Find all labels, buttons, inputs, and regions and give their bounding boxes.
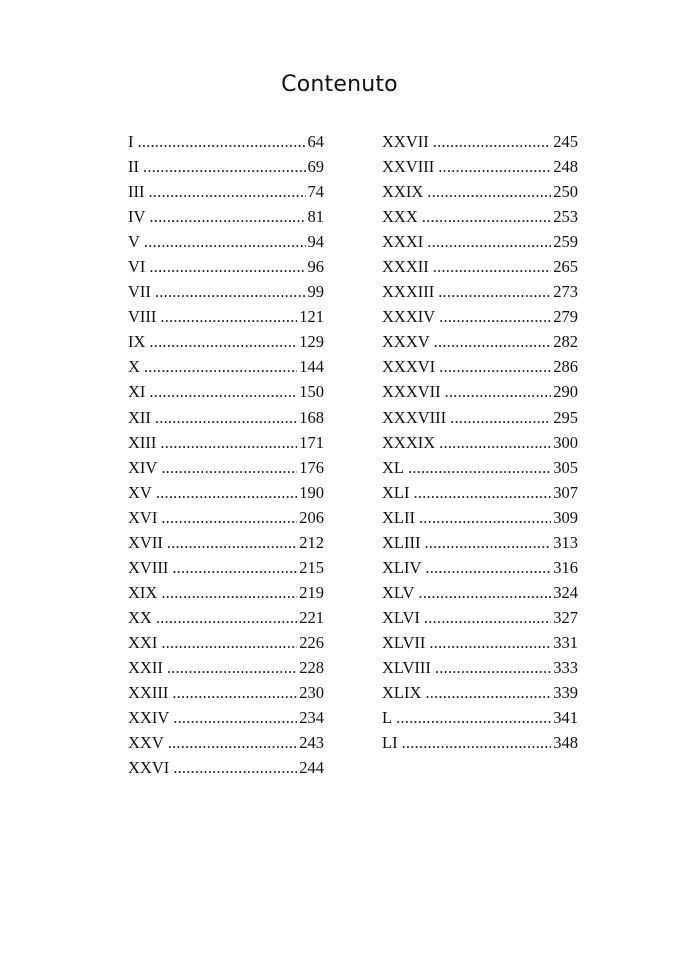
toc-entry: [382, 281, 578, 306]
chapter-label: IX: [128, 332, 146, 352]
toc-column-right: [382, 131, 578, 757]
toc-entry: [128, 582, 324, 607]
page-number: 99: [307, 282, 324, 302]
page-number: 290: [553, 382, 578, 402]
dot-leader: [424, 532, 551, 554]
toc-entry: [382, 356, 578, 381]
chapter-label: XXVII: [382, 132, 429, 151]
toc-entry: [128, 457, 324, 482]
page-number: 69: [307, 157, 324, 177]
page-number: 171: [299, 432, 324, 452]
chapter-label: XXXVI: [382, 357, 436, 377]
page-number: 243: [299, 733, 324, 753]
dot-leader: [419, 507, 551, 529]
dot-leader: [427, 181, 551, 203]
toc-entry: [382, 682, 578, 707]
chapter-label: XVI: [128, 507, 158, 527]
toc-entry: [128, 657, 324, 682]
toc-entry: [128, 306, 324, 331]
dot-leader: [425, 557, 551, 579]
toc-entry: [128, 482, 324, 507]
page-number: 273: [553, 282, 578, 302]
page-number: 81: [307, 207, 324, 227]
dot-leader: [173, 757, 297, 779]
toc-entry: [128, 532, 324, 557]
page-number: 259: [553, 232, 578, 252]
dot-leader: [424, 607, 551, 629]
toc-entry: [382, 482, 578, 507]
page-number: 64: [307, 132, 324, 151]
toc-entry: [382, 607, 578, 632]
page-number: 333: [553, 657, 578, 677]
toc-column-left: [128, 131, 324, 782]
toc-entry: [382, 206, 578, 231]
dot-leader: [422, 206, 552, 228]
toc-entry: [128, 432, 324, 457]
chapter-label: XXIII: [128, 683, 169, 703]
toc-entry: [128, 281, 324, 306]
toc-entry: [128, 181, 324, 206]
toc-entry: [128, 557, 324, 582]
page-number: 121: [299, 307, 324, 327]
dot-leader: [396, 707, 551, 729]
page-number: 226: [299, 632, 324, 652]
chapter-label: XII: [128, 407, 151, 427]
page-number: 228: [299, 657, 324, 677]
chapter-label: XIX: [128, 582, 158, 602]
dot-leader: [418, 582, 551, 604]
chapter-label: XLV: [382, 582, 415, 602]
chapter-label: XXV: [128, 733, 164, 753]
dot-leader: [173, 707, 297, 729]
page-number: 324: [553, 582, 578, 602]
toc-entry: [128, 607, 324, 632]
page-number: 74: [307, 182, 324, 202]
toc-entry: [382, 306, 578, 331]
chapter-label: XLII: [382, 507, 415, 527]
page-number: 300: [553, 432, 578, 452]
page-number: 339: [553, 683, 578, 703]
dot-leader: [438, 281, 551, 303]
toc-entry: [382, 532, 578, 557]
chapter-label: XIV: [128, 457, 158, 477]
toc-entry: [128, 331, 324, 356]
dot-leader: [438, 156, 551, 178]
dot-leader: [161, 632, 297, 654]
page-number: 206: [299, 507, 324, 527]
page-number: 316: [553, 557, 578, 577]
page-number: 245: [553, 132, 578, 151]
chapter-label: X: [128, 357, 140, 377]
dot-leader: [433, 131, 552, 153]
page-number: 282: [553, 332, 578, 352]
chapter-label: L: [382, 708, 393, 728]
page-number: 279: [553, 307, 578, 327]
toc-entry: [382, 156, 578, 181]
page-number: 94: [307, 232, 324, 252]
chapter-label: XXIV: [128, 708, 170, 728]
page-number: 248: [553, 157, 578, 177]
page-number: 286: [553, 357, 578, 377]
page-number: 144: [299, 357, 324, 377]
dot-leader: [149, 256, 305, 278]
toc-entry: [382, 657, 578, 682]
page-number: 244: [299, 758, 324, 778]
dot-leader: [160, 306, 297, 328]
dot-leader: [445, 381, 552, 403]
page-number: 150: [299, 382, 324, 402]
toc-entry: [382, 707, 578, 732]
dot-leader: [155, 281, 306, 303]
toc-entry: [382, 256, 578, 281]
page-number: 341: [553, 708, 578, 728]
dot-leader: [167, 532, 297, 554]
chapter-label: XLIX: [382, 683, 422, 703]
page-number: 253: [553, 207, 578, 227]
toc-entry: [128, 156, 324, 181]
page-number: 313: [553, 532, 578, 552]
dot-leader: [172, 682, 297, 704]
chapter-label: VI: [128, 257, 146, 277]
chapter-label: XIII: [128, 432, 157, 452]
chapter-label: I: [128, 132, 134, 151]
page-number: 219: [299, 582, 324, 602]
dot-leader: [429, 632, 551, 654]
toc-entry: [382, 131, 578, 156]
toc-entry: [128, 381, 324, 406]
page-number: 190: [299, 482, 324, 502]
dot-leader: [408, 457, 551, 479]
toc-entry: [382, 582, 578, 607]
dot-leader: [439, 356, 551, 378]
page-number: 221: [299, 607, 324, 627]
dot-leader: [149, 206, 305, 228]
dot-leader: [167, 657, 297, 679]
page-number: 295: [553, 407, 578, 427]
dot-leader: [156, 607, 297, 629]
page-number: 234: [299, 708, 324, 728]
chapter-label: XXXIX: [382, 432, 436, 452]
chapter-label: XLIII: [382, 532, 421, 552]
toc-entry: [128, 356, 324, 381]
dot-leader: [148, 181, 305, 203]
chapter-label: XXXVIII: [382, 407, 447, 427]
chapter-label: XI: [128, 382, 146, 402]
toc-entry: [128, 757, 324, 782]
toc-entry: [128, 682, 324, 707]
toc-entry: [128, 732, 324, 757]
toc-entry: [382, 231, 578, 256]
chapter-label: XXIX: [382, 182, 424, 202]
toc-entry: [382, 407, 578, 432]
chapter-label: XXXIV: [382, 307, 436, 327]
dot-leader: [144, 231, 306, 253]
toc-entry: [128, 206, 324, 231]
dot-leader: [439, 432, 551, 454]
chapter-label: XXXII: [382, 257, 429, 277]
chapter-label: XLVII: [382, 632, 426, 652]
page-number: 250: [553, 182, 578, 202]
toc-entry: [382, 507, 578, 532]
chapter-label: XXXV: [382, 332, 430, 352]
toc-entry: [128, 707, 324, 732]
toc-entry: [382, 732, 578, 757]
dot-leader: [156, 482, 297, 504]
chapter-label: XLVIII: [382, 657, 431, 677]
chapter-label: XLIV: [382, 557, 422, 577]
dot-leader: [427, 231, 551, 253]
page-number: 129: [299, 332, 324, 352]
chapter-label: III: [128, 182, 145, 202]
chapter-label: XLI: [382, 482, 410, 502]
toc-entry: [128, 632, 324, 657]
page-number: 265: [553, 257, 578, 277]
chapter-label: XXX: [382, 207, 418, 227]
dot-leader: [414, 482, 552, 504]
chapter-label: VII: [128, 282, 151, 302]
chapter-label: LI: [382, 733, 398, 753]
dot-leader: [149, 381, 297, 403]
page-number: 176: [299, 457, 324, 477]
dot-leader: [172, 557, 297, 579]
dot-leader: [402, 732, 552, 754]
chapter-label: V: [128, 232, 140, 252]
toc-entry: [128, 131, 324, 156]
chapter-label: XVIII: [128, 557, 169, 577]
chapter-label: XXXIII: [382, 282, 435, 302]
dot-leader: [433, 256, 552, 278]
page-number: 307: [553, 482, 578, 502]
toc-entry: [128, 231, 324, 256]
chapter-label: VIII: [128, 307, 157, 327]
toc-entry: [382, 457, 578, 482]
page-number: 327: [553, 607, 578, 627]
chapter-label: IV: [128, 207, 146, 227]
toc-entry: [382, 557, 578, 582]
chapter-label: XXII: [128, 657, 163, 677]
toc-entry: [128, 507, 324, 532]
toc-entry: [382, 381, 578, 406]
dot-leader: [450, 407, 551, 429]
page-number: 215: [299, 557, 324, 577]
toc-entry: [382, 181, 578, 206]
chapter-label: XV: [128, 482, 152, 502]
dot-leader: [149, 331, 297, 353]
page-number: 348: [553, 733, 578, 753]
dot-leader: [434, 331, 552, 353]
page-number: 168: [299, 407, 324, 427]
page-number: 230: [299, 683, 324, 703]
page-number: 305: [553, 457, 578, 477]
dot-leader: [143, 156, 306, 178]
chapter-label: XLVI: [382, 607, 420, 627]
toc-entry: [128, 256, 324, 281]
dot-leader: [168, 732, 298, 754]
chapter-label: II: [128, 157, 139, 177]
chapter-label: XXVIII: [382, 157, 435, 177]
chapter-label: XX: [128, 607, 152, 627]
dot-leader: [144, 356, 297, 378]
toc-entry: [382, 331, 578, 356]
dot-leader: [155, 407, 297, 429]
dot-leader: [161, 457, 297, 479]
chapter-label: XL: [382, 457, 404, 477]
chapter-label: XXXVII: [382, 382, 441, 402]
chapter-label: XXVI: [128, 758, 170, 778]
page-number: 212: [299, 532, 324, 552]
dot-leader: [425, 682, 551, 704]
dot-leader: [439, 306, 551, 328]
toc-entry: [382, 432, 578, 457]
chapter-label: XXXI: [382, 232, 424, 252]
dot-leader: [138, 131, 306, 153]
dot-leader: [435, 657, 551, 679]
page-title: Contenuto: [281, 72, 398, 97]
dot-leader: [161, 507, 297, 529]
toc-entry: [382, 632, 578, 657]
chapter-label: XVII: [128, 532, 163, 552]
dot-leader: [160, 432, 297, 454]
page-number: 331: [553, 632, 578, 652]
page-number: 309: [553, 507, 578, 527]
page-number: 96: [307, 257, 324, 277]
dot-leader: [161, 582, 297, 604]
chapter-label: XXI: [128, 632, 158, 652]
toc-entry: [128, 407, 324, 432]
